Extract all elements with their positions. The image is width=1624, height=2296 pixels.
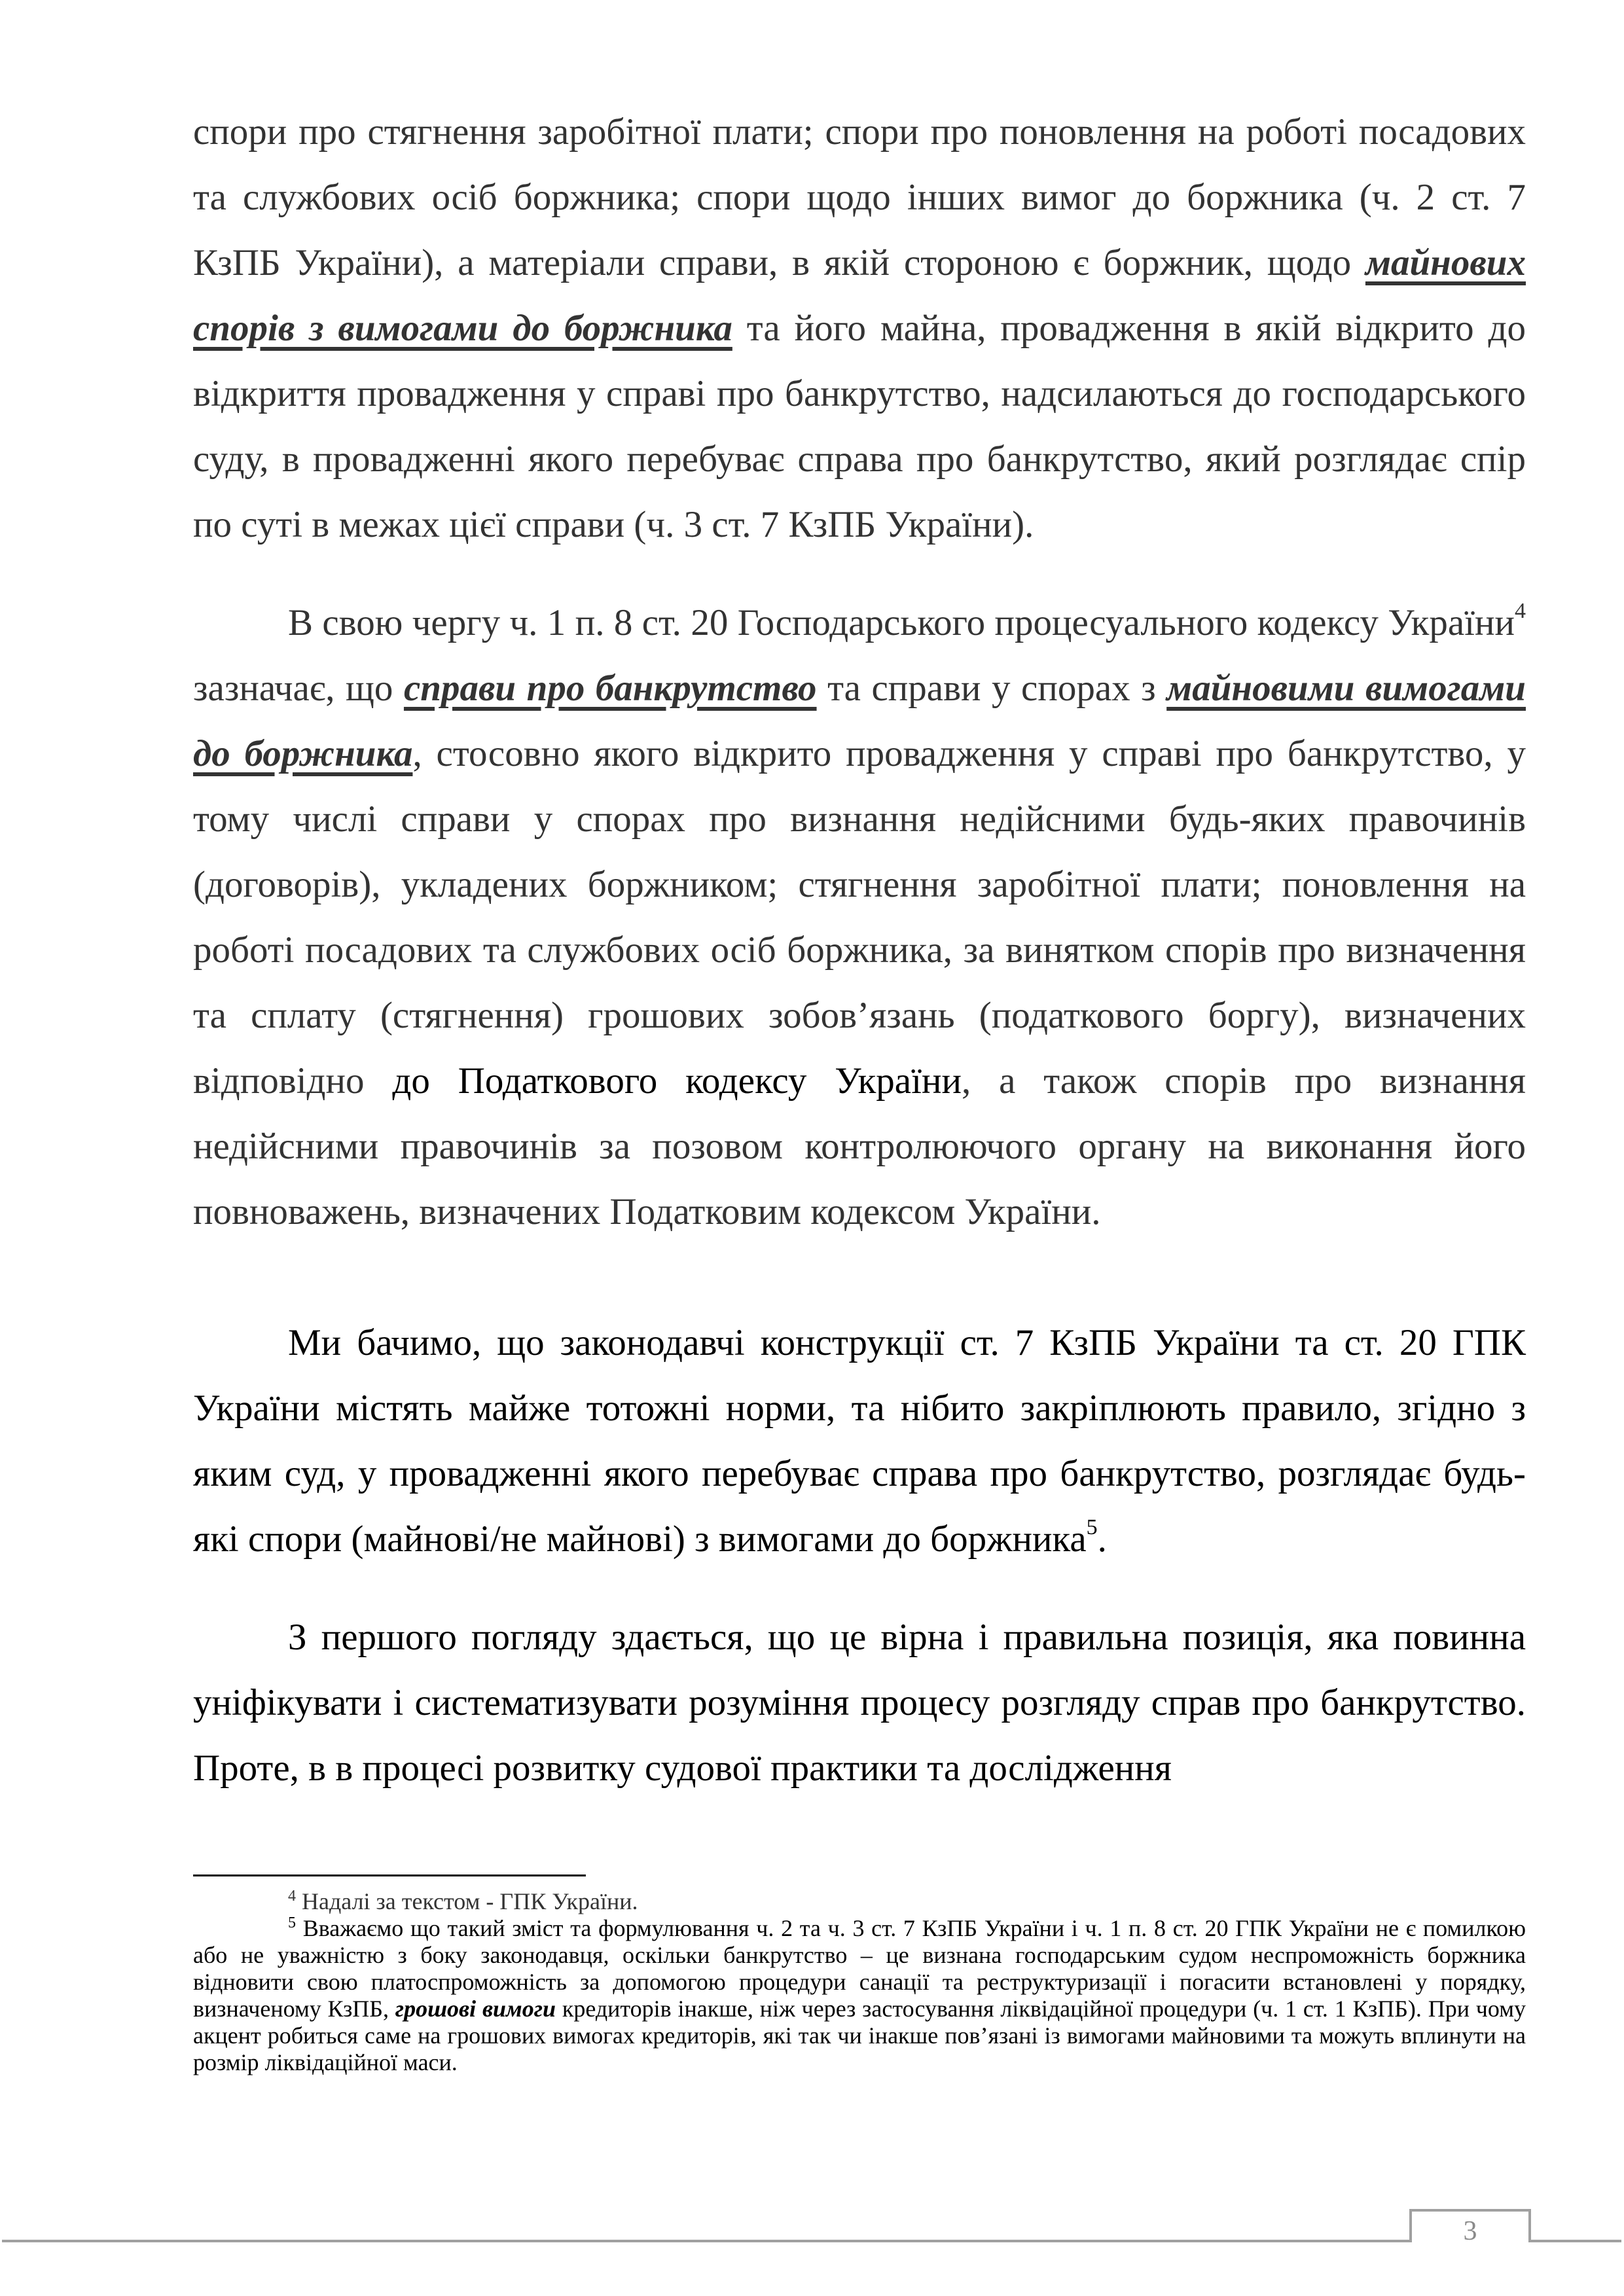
footnote-ref-5[interactable]: 5 <box>1086 1515 1098 1539</box>
paragraph-3-text-2: . <box>1097 1518 1107 1560</box>
paragraph-1-text-1: спори про стягнення заробітної плати; спори про поновлення на роботі посадових та службових осіб боржника; спори щодо інших вимог до боржника (ч. 2 ст. 7 КзПБ України), а матеріали справи, в якій стороною є боржник, щодо <box>193 111 1526 283</box>
footnote-5-mark: 5 <box>288 1914 296 1931</box>
footnote-ref-4[interactable]: 4 <box>1515 599 1526 623</box>
footer-rule-right <box>1528 2240 1621 2242</box>
footnote-4-text: Надалі за текстом - ГПК України. <box>296 1888 638 1914</box>
footnote-4 <box>193 1888 1526 1915</box>
footer-rule-left <box>2 2240 1412 2242</box>
paragraph-2 <box>193 590 1526 1245</box>
paragraph-2-text-3: та справи у спорах з <box>816 668 1167 709</box>
emphasis-property-claims: майновими вимогами до боржника <box>193 668 1526 774</box>
footnote-5-text-2: кредиторів інакше, ніж через застосування ліквідаційної процедури (ч. 1 ст. 1 КзПБ). При чому акцент робиться саме на грошових вимогах кредиторів, які так чи інакше пов’язані із вимогами майновими та можуть вплинути на розмір ліквідаційної маси. <box>193 1996 1526 2075</box>
footnote-5-emphasis-monetary-claims: грошові вимоги <box>395 1996 556 2022</box>
emphasis-property-disputes: майнових спорів з вимогами до боржника <box>193 242 1526 349</box>
paragraph-1 <box>193 99 1526 558</box>
footnote-separator <box>193 1874 586 1876</box>
paragraph-4-text: З першого погляду здається, що це вірна і правильна позиція, яка повинна уніфікувати і систематизувати розуміння процесу розгляду справ про банкрутство. Проте, в в процесі розвитку судової практики та дослідження <box>193 1617 1526 1789</box>
paragraph-3 <box>193 1310 1526 1572</box>
paragraph-1-text-2: та його майна, провадження в якій відкрито до відкриття провадження у справі про банкрутство, надсилаються до господарського суду, в провадженні якого перебуває справа про банкрутство, який розглядає спір по суті в межах цієї справи (ч. 3 ст. 7 КзПБ України). <box>193 308 1526 545</box>
paragraph-4 <box>193 1605 1526 1801</box>
tax-code-link[interactable]: до Податкового кодексу України <box>392 1060 962 1102</box>
page-number: 3 <box>1463 2216 1477 2246</box>
paragraph-2-text-5: , а також спорів про визнання недійсними правочинів за позовом контролюючого органу на виконання його повноважень, визначених Податковим кодексом України. <box>193 1060 1526 1232</box>
paragraph-2-text-2: зазначає, що <box>193 668 404 709</box>
emphasis-bankruptcy-cases: справи про банкрутство <box>403 668 817 709</box>
paragraph-2-text-4: , стосовно якого відкрито провадження у справі про банкрутство, у тому числі справи у спорах про визнання недійсними будь-яких правочинів (договорів), укладених боржником; стягнення заробітної плати; поновлення на роботі посадових та службових осіб боржника, за винятком спорів про визначення та сплату (стягнення) грошових зобов’язань (податкового боргу), визначених відповідно <box>193 733 1526 1102</box>
paragraph-3-text-1: Ми бачимо, що законодавчі конструкції ст. 7 КзПБ України та ст. 20 ГПК України містять майже тотожні норми, та нібито закріплюють правило, згідно з яким суд, у провадженні якого перебуває справа про банкрутство, розглядає будь-які спори (майнові/не майнові) з вимогами до боржника <box>193 1322 1526 1560</box>
paragraph-2-text-1: В свою чергу ч. 1 п. 8 ст. 20 Господарського процесуального кодексу України <box>288 602 1515 643</box>
footnote-5 <box>193 1915 1526 2076</box>
footnote-5-text-1: Вважаємо що такий зміст та формулювання ч. 2 та ч. 3 ст. 7 КзПБ України і ч. 1 п. 8 ст. 20 ГПК України не є помилкою або не уважністю з боку законодавця, оскільки банкрутство – це визнана господарським судом неспроможність боржника відновити свою платоспроможність за допомогою процедури санації та реструктуризації і погасити встановлені у порядку, визначеному КзПБ, <box>193 1915 1526 2022</box>
footnote-4-mark: 4 <box>288 1888 296 1905</box>
